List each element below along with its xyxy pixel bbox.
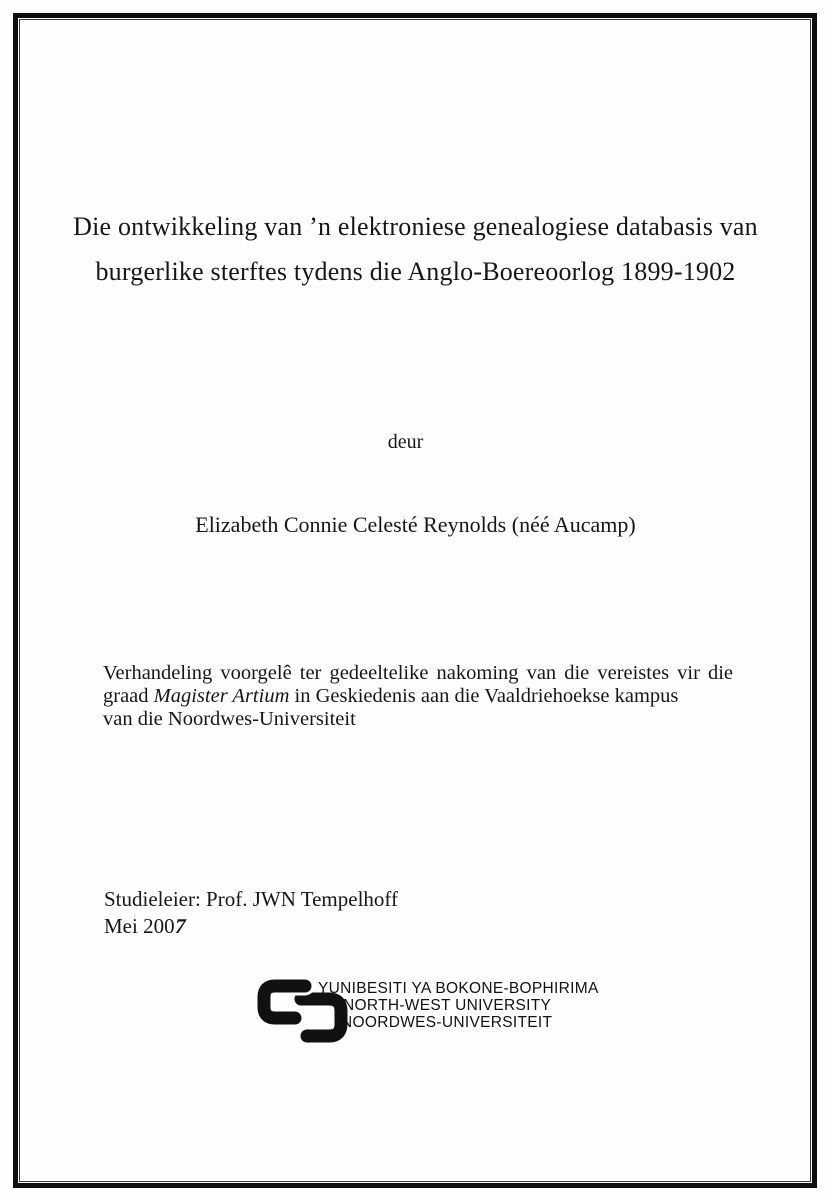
- statement-line2-suffix: in Geskiedenis aan die Vaaldriehoekse kampus: [289, 685, 679, 707]
- statement-line3: van die Noordwes-Universiteit: [103, 708, 356, 730]
- supervisor-line: Studieleier: Prof. JWN Tempelhoff: [104, 887, 399, 911]
- statement-line1: Verhandeling voorgelê ter gedeeltelike nakoming van die vereistes vir die: [103, 662, 733, 684]
- thesis-title: [0, 204, 831, 294]
- date-last-digit: 7: [172, 914, 188, 938]
- byline-deur: deur: [387, 431, 424, 453]
- statement-line2: [103, 685, 733, 708]
- submission-statement: [103, 662, 733, 731]
- logo-text-afrikaans: NOORDWES-UNIVERSITEIT: [341, 1014, 553, 1031]
- degree-name: Magister Artium: [153, 685, 290, 707]
- date-prefix: Mei 200: [104, 914, 175, 938]
- date-line: [104, 914, 188, 939]
- author-name: Elizabeth Connie Celesté Reynolds (néé Aucamp): [195, 512, 636, 537]
- thesis-title-line1: Die ontwikkeling van ’n elektroniese genealogiese databasis van: [73, 212, 758, 241]
- thesis-title-line2: burgerlike sterftes tydens die Anglo-Boereoorlog 1899-1902: [95, 257, 736, 286]
- statement-line2-prefix: graad: [103, 685, 154, 707]
- logo-text-setswana: YUNIBESITI YA BOKONE-BOPHIRIMA: [318, 980, 599, 997]
- logo-text-english: NORTH-WEST UNIVERSITY: [343, 997, 552, 1014]
